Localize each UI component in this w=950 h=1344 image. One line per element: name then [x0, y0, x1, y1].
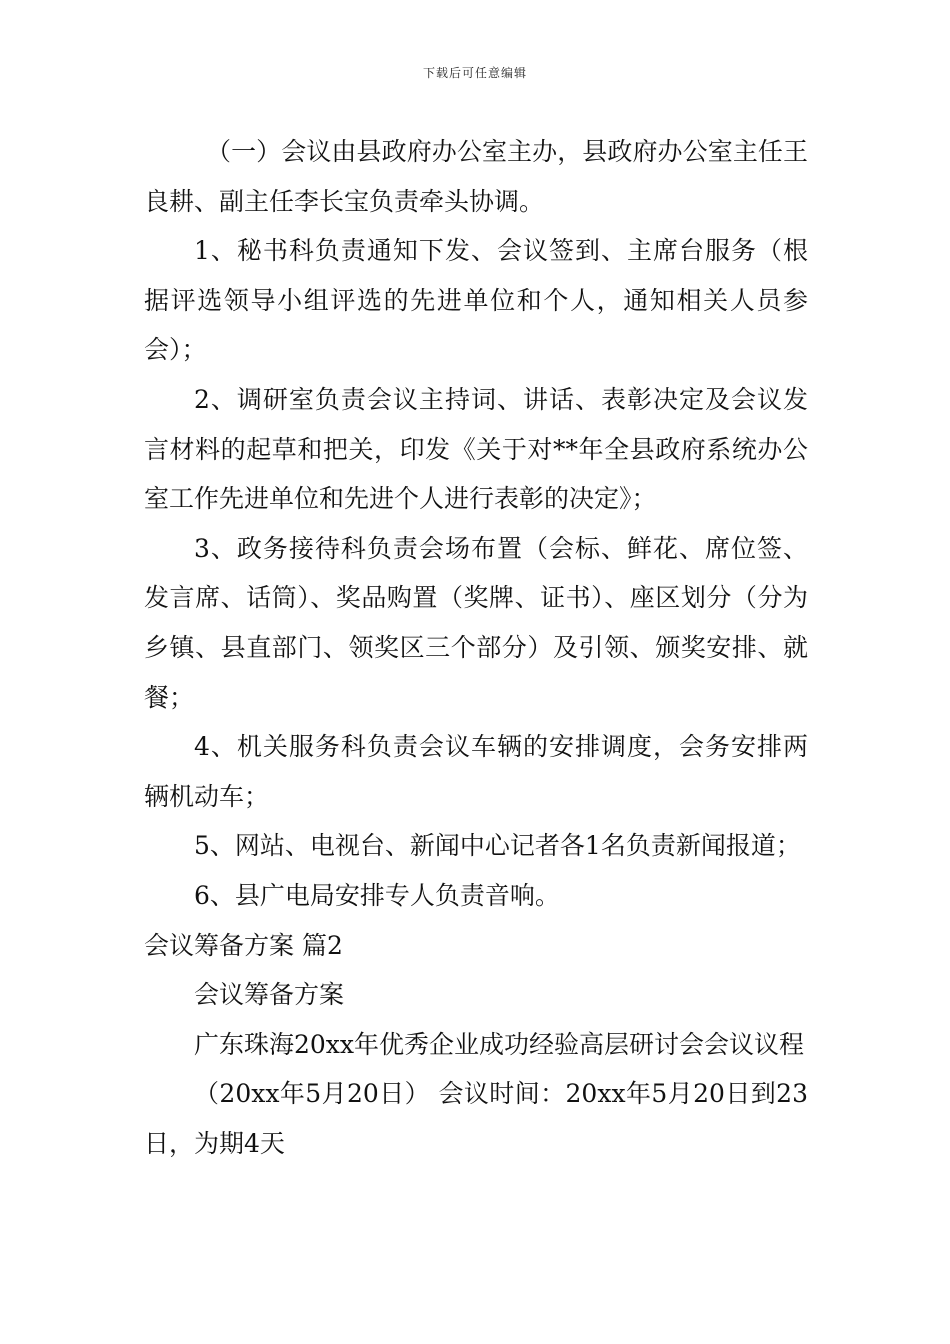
subsection-title: 会议筹备方案 [194, 980, 345, 1010]
page-header-note: 下载后可任意编辑 [422, 66, 527, 80]
agenda-title: 广东珠海20xx年优秀企业成功经验高层研讨会会议议程 [194, 1029, 805, 1059]
paragraph-organizer: （一）会议由县政府办公室主办，县政府办公室主任王良耕、副主任李长宝负责牵头协调。 [144, 137, 808, 216]
document-body [144, 127, 808, 1168]
section-heading: 会议筹备方案 篇2 [144, 930, 343, 960]
paragraph-item-6: 6、县广电局安排专人负责音响。 [194, 880, 560, 910]
paragraph-item-4: 4、机关服务科负责会议车辆的安排调度，会务安排两辆机动车； [144, 732, 808, 811]
meeting-time: （20xx年5月20日） 会议时间：20xx年5月20日到23日，为期4天 [144, 1079, 808, 1158]
paragraph-item-1: 1、秘书科负责通知下发、会议签到、主席台服务（根据评选领导小组评选的先进单位和个人，通知相关人员参会）； [144, 236, 808, 365]
paragraph-item-2: 2、调研室负责会议主持词、讲话、表彰决定及会议发言材料的起草和把关，印发《关于对**年全县政府系统办公室工作先进单位和先进个人进行表彰的决定》； [144, 384, 808, 514]
paragraph-item-5: 5、网站、电视台、新闻中心记者各1名负责新闻报道； [194, 831, 801, 861]
paragraph-item-3: 3、政务接待科负责会场布置（会标、鲜花、席位签、发言席、话筒）、奖品购置（奖牌、证书）、座区划分（分为乡镇、县直部门、领奖区三个部分）及引领、颁奖安排、就餐； [144, 533, 808, 712]
